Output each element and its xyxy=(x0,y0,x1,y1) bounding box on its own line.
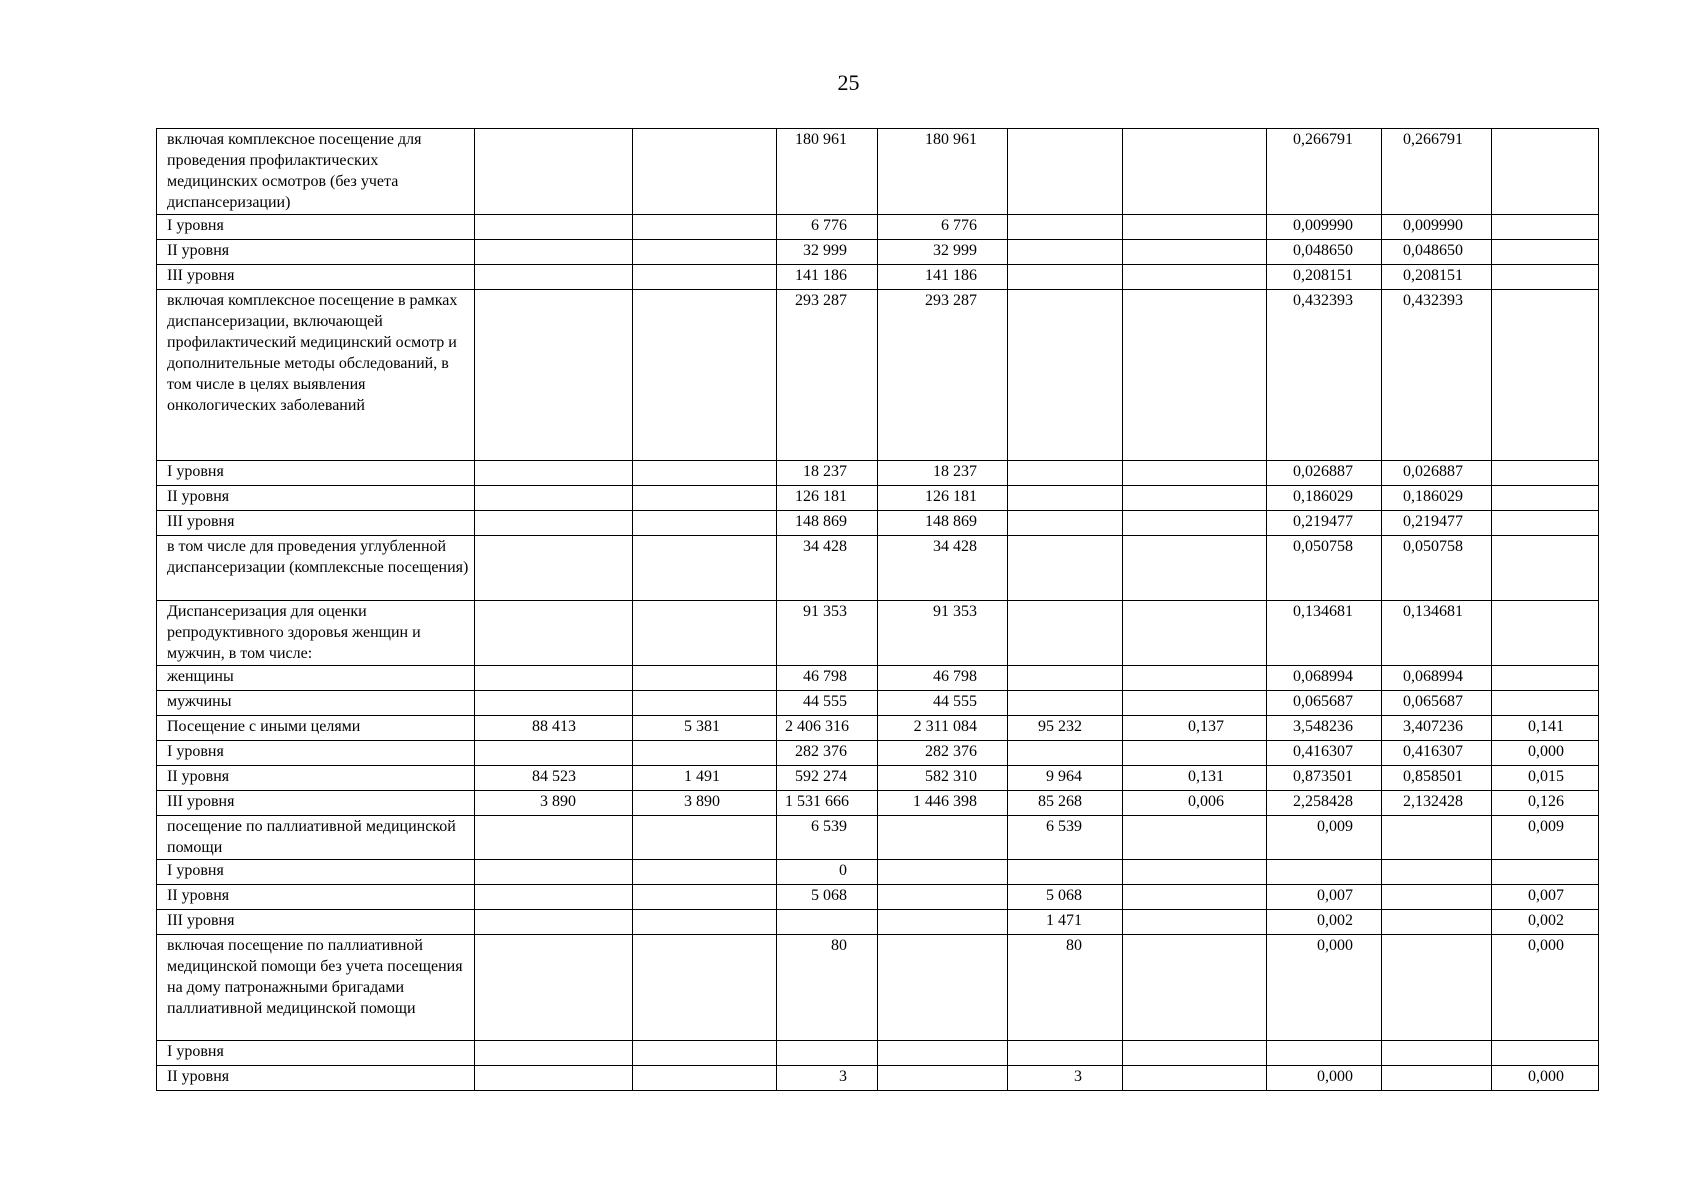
value-cell-c1 xyxy=(475,536,633,601)
value-cell-c8: 0,065687 xyxy=(1382,691,1492,716)
row-label-cell: Диспансеризация для оценки репродуктивного здоровья женщин и мужчин, в том числе: xyxy=(157,601,475,666)
value-cell-c2 xyxy=(633,511,777,536)
value-cell-c4: 34 428 xyxy=(878,536,1008,601)
value-cell-c8: 2,132428 xyxy=(1382,791,1492,816)
value-cell-c2 xyxy=(633,486,777,511)
value-cell-c4: 141 186 xyxy=(878,265,1008,290)
row-label-cell: включая посещение по паллиативной медицинской помощи без учета посещения на дому патронажными бригадами паллиативной медицинской помощи xyxy=(157,935,475,1041)
table-body xyxy=(157,129,1599,1091)
value-cell-c9: 0,015 xyxy=(1492,766,1599,791)
value-cell-c3: 180 961 xyxy=(777,129,878,215)
value-cell-c8: 0,068994 xyxy=(1382,666,1492,691)
value-cell-c5 xyxy=(1008,536,1123,601)
value-cell-c8 xyxy=(1382,910,1492,935)
value-cell-c3: 5 068 xyxy=(777,885,878,910)
page-number: 25 xyxy=(837,70,860,95)
value-cell-c1 xyxy=(475,885,633,910)
value-cell-c4 xyxy=(878,1066,1008,1091)
value-cell-c9: 0,000 xyxy=(1492,741,1599,766)
table-row xyxy=(157,691,1599,716)
table-row xyxy=(157,666,1599,691)
value-cell-c4: 126 181 xyxy=(878,486,1008,511)
value-cell-c4: 18 237 xyxy=(878,461,1008,486)
row-label-cell: II уровня xyxy=(157,1066,475,1091)
value-cell-c5 xyxy=(1008,265,1123,290)
value-cell-c2: 1 491 xyxy=(633,766,777,791)
value-cell-c7: 0,065687 xyxy=(1267,691,1382,716)
row-label-cell: II уровня xyxy=(157,885,475,910)
value-cell-c3: 6 539 xyxy=(777,816,878,860)
value-cell-c6 xyxy=(1123,1066,1267,1091)
row-label-cell: II уровня xyxy=(157,486,475,511)
value-cell-c8 xyxy=(1382,1041,1492,1066)
value-cell-c9 xyxy=(1492,215,1599,240)
value-cell-c5: 5 068 xyxy=(1008,885,1123,910)
value-cell-c6 xyxy=(1123,741,1267,766)
value-cell-c7: 0,068994 xyxy=(1267,666,1382,691)
row-label-cell: I уровня xyxy=(157,1041,475,1066)
value-cell-c9 xyxy=(1492,536,1599,601)
value-cell-c4 xyxy=(878,935,1008,1041)
value-cell-c6 xyxy=(1123,129,1267,215)
value-cell-c3: 126 181 xyxy=(777,486,878,511)
value-cell-c9: 0,000 xyxy=(1492,1066,1599,1091)
value-cell-c9 xyxy=(1492,461,1599,486)
value-cell-c4: 180 961 xyxy=(878,129,1008,215)
value-cell-c2: 3 890 xyxy=(633,791,777,816)
value-cell-c8: 0,026887 xyxy=(1382,461,1492,486)
value-cell-c7: 0,048650 xyxy=(1267,240,1382,265)
value-cell-c7: 0,009 xyxy=(1267,816,1382,860)
value-cell-c4: 148 869 xyxy=(878,511,1008,536)
value-cell-c1 xyxy=(475,129,633,215)
value-cell-c7 xyxy=(1267,860,1382,885)
value-cell-c8 xyxy=(1382,885,1492,910)
row-label-cell: I уровня xyxy=(157,860,475,885)
value-cell-c6 xyxy=(1123,290,1267,461)
value-cell-c5 xyxy=(1008,511,1123,536)
value-cell-c5 xyxy=(1008,129,1123,215)
value-cell-c6 xyxy=(1123,511,1267,536)
value-cell-c2 xyxy=(633,240,777,265)
value-cell-c4: 46 798 xyxy=(878,666,1008,691)
value-cell-c2 xyxy=(633,129,777,215)
value-cell-c6: 0,006 xyxy=(1123,791,1267,816)
value-cell-c6: 0,137 xyxy=(1123,716,1267,741)
value-cell-c3: 18 237 xyxy=(777,461,878,486)
value-cell-c8: 0,858501 xyxy=(1382,766,1492,791)
row-label-cell: в том числе для проведения углубленной диспансеризации (комплексные посещения) xyxy=(157,536,475,601)
value-cell-c1 xyxy=(475,1066,633,1091)
value-cell-c7: 0,002 xyxy=(1267,910,1382,935)
table-row xyxy=(157,716,1599,741)
value-cell-c8 xyxy=(1382,816,1492,860)
value-cell-c9 xyxy=(1492,1041,1599,1066)
value-cell-c4: 32 999 xyxy=(878,240,1008,265)
value-cell-c5: 85 268 xyxy=(1008,791,1123,816)
value-cell-c1 xyxy=(475,461,633,486)
table-row xyxy=(157,1041,1599,1066)
value-cell-c1 xyxy=(475,1041,633,1066)
value-cell-c7: 0,000 xyxy=(1267,935,1382,1041)
table-row xyxy=(157,741,1599,766)
table-row xyxy=(157,129,1599,215)
value-cell-c2 xyxy=(633,536,777,601)
table-row xyxy=(157,791,1599,816)
table-row xyxy=(157,461,1599,486)
value-cell-c2 xyxy=(633,691,777,716)
value-cell-c3: 293 287 xyxy=(777,290,878,461)
value-cell-c3: 0 xyxy=(777,860,878,885)
value-cell-c6 xyxy=(1123,910,1267,935)
value-cell-c8: 0,186029 xyxy=(1382,486,1492,511)
table-row xyxy=(157,240,1599,265)
value-cell-c1 xyxy=(475,935,633,1041)
value-cell-c6 xyxy=(1123,816,1267,860)
value-cell-c1 xyxy=(475,486,633,511)
value-cell-c5 xyxy=(1008,215,1123,240)
value-cell-c2 xyxy=(633,910,777,935)
value-cell-c3: 592 274 xyxy=(777,766,878,791)
table-row xyxy=(157,536,1599,601)
value-cell-c4 xyxy=(878,816,1008,860)
value-cell-c3: 6 776 xyxy=(777,215,878,240)
table-row xyxy=(157,486,1599,511)
value-cell-c8: 0,208151 xyxy=(1382,265,1492,290)
value-cell-c7: 0,050758 xyxy=(1267,536,1382,601)
value-cell-c7: 0,219477 xyxy=(1267,511,1382,536)
value-cell-c3: 32 999 xyxy=(777,240,878,265)
value-cell-c6 xyxy=(1123,461,1267,486)
value-cell-c6 xyxy=(1123,666,1267,691)
value-cell-c1 xyxy=(475,265,633,290)
value-cell-c4: 293 287 xyxy=(878,290,1008,461)
value-cell-c2 xyxy=(633,666,777,691)
value-cell-c8: 0,048650 xyxy=(1382,240,1492,265)
value-cell-c8: 0,266791 xyxy=(1382,129,1492,215)
value-cell-c9 xyxy=(1492,240,1599,265)
value-cell-c9 xyxy=(1492,265,1599,290)
value-cell-c1 xyxy=(475,910,633,935)
value-cell-c2 xyxy=(633,1041,777,1066)
value-cell-c5 xyxy=(1008,486,1123,511)
value-cell-c1 xyxy=(475,741,633,766)
value-cell-c3: 34 428 xyxy=(777,536,878,601)
value-cell-c7: 2,258428 xyxy=(1267,791,1382,816)
value-cell-c1 xyxy=(475,240,633,265)
row-label-cell: I уровня xyxy=(157,461,475,486)
value-cell-c7: 0,432393 xyxy=(1267,290,1382,461)
value-cell-c2 xyxy=(633,935,777,1041)
value-cell-c5: 1 471 xyxy=(1008,910,1123,935)
value-cell-c4: 6 776 xyxy=(878,215,1008,240)
value-cell-c8: 0,416307 xyxy=(1382,741,1492,766)
value-cell-c4 xyxy=(878,1041,1008,1066)
value-cell-c6 xyxy=(1123,536,1267,601)
row-label-cell: II уровня xyxy=(157,766,475,791)
value-cell-c9 xyxy=(1492,666,1599,691)
row-label-cell: включая комплексное посещение в рамках диспансеризации, включающей профилактический медицинский осмотр и дополнительные методы обследований, в том числе в целях выявления онкологических заболеваний xyxy=(157,290,475,461)
value-cell-c7 xyxy=(1267,1041,1382,1066)
row-label-cell: III уровня xyxy=(157,910,475,935)
value-cell-c8 xyxy=(1382,860,1492,885)
value-cell-c1 xyxy=(475,511,633,536)
value-cell-c7: 0,416307 xyxy=(1267,741,1382,766)
value-cell-c2 xyxy=(633,290,777,461)
row-label-cell: III уровня xyxy=(157,511,475,536)
value-cell-c3: 141 186 xyxy=(777,265,878,290)
value-cell-c4: 1 446 398 xyxy=(878,791,1008,816)
table-row xyxy=(157,265,1599,290)
value-cell-c3: 3 xyxy=(777,1066,878,1091)
table-row xyxy=(157,935,1599,1041)
value-cell-c9: 0,009 xyxy=(1492,816,1599,860)
value-cell-c1: 88 413 xyxy=(475,716,633,741)
value-cell-c9 xyxy=(1492,691,1599,716)
value-cell-c2 xyxy=(633,860,777,885)
value-cell-c6: 0,131 xyxy=(1123,766,1267,791)
value-cell-c4 xyxy=(878,860,1008,885)
value-cell-c9 xyxy=(1492,129,1599,215)
value-cell-c6 xyxy=(1123,240,1267,265)
value-cell-c5 xyxy=(1008,666,1123,691)
value-cell-c9 xyxy=(1492,511,1599,536)
row-label-cell: включая комплексное посещение для проведения профилактических медицинских осмотров (без учета диспансеризации) xyxy=(157,129,475,215)
value-cell-c1 xyxy=(475,666,633,691)
value-cell-c3: 44 555 xyxy=(777,691,878,716)
value-cell-c6 xyxy=(1123,486,1267,511)
value-cell-c1 xyxy=(475,691,633,716)
table-row xyxy=(157,1066,1599,1091)
value-cell-c4: 582 310 xyxy=(878,766,1008,791)
value-cell-c9: 0,141 xyxy=(1492,716,1599,741)
value-cell-c8: 0,134681 xyxy=(1382,601,1492,666)
value-cell-c7: 3,548236 xyxy=(1267,716,1382,741)
row-label-cell: посещение по паллиативной медицинской помощи xyxy=(157,816,475,860)
value-cell-c4: 44 555 xyxy=(878,691,1008,716)
table-row xyxy=(157,766,1599,791)
value-cell-c7: 0,873501 xyxy=(1267,766,1382,791)
value-cell-c5 xyxy=(1008,860,1123,885)
row-label-cell: III уровня xyxy=(157,265,475,290)
value-cell-c2 xyxy=(633,741,777,766)
table-row xyxy=(157,860,1599,885)
value-cell-c5: 3 xyxy=(1008,1066,1123,1091)
value-cell-c3: 148 869 xyxy=(777,511,878,536)
value-cell-c5: 95 232 xyxy=(1008,716,1123,741)
value-cell-c6 xyxy=(1123,691,1267,716)
table-row xyxy=(157,601,1599,666)
value-cell-c6 xyxy=(1123,215,1267,240)
row-label-cell: I уровня xyxy=(157,741,475,766)
value-cell-c4 xyxy=(878,885,1008,910)
row-label-cell: женщины xyxy=(157,666,475,691)
value-cell-c4: 91 353 xyxy=(878,601,1008,666)
value-cell-c9: 0,000 xyxy=(1492,935,1599,1041)
value-cell-c1 xyxy=(475,601,633,666)
value-cell-c1 xyxy=(475,215,633,240)
value-cell-c7: 0,186029 xyxy=(1267,486,1382,511)
value-cell-c6 xyxy=(1123,860,1267,885)
value-cell-c5: 6 539 xyxy=(1008,816,1123,860)
value-cell-c3: 46 798 xyxy=(777,666,878,691)
value-cell-c7: 0,208151 xyxy=(1267,265,1382,290)
value-cell-c8 xyxy=(1382,1066,1492,1091)
row-label-cell: мужчины xyxy=(157,691,475,716)
row-label-cell: I уровня xyxy=(157,215,475,240)
value-cell-c2 xyxy=(633,601,777,666)
value-cell-c4 xyxy=(878,910,1008,935)
value-cell-c5 xyxy=(1008,601,1123,666)
value-cell-c7: 0,266791 xyxy=(1267,129,1382,215)
row-label-cell: II уровня xyxy=(157,240,475,265)
value-cell-c5 xyxy=(1008,1041,1123,1066)
value-cell-c2 xyxy=(633,461,777,486)
value-cell-c5 xyxy=(1008,691,1123,716)
value-cell-c8 xyxy=(1382,935,1492,1041)
table-row xyxy=(157,511,1599,536)
value-cell-c9 xyxy=(1492,860,1599,885)
value-cell-c1: 84 523 xyxy=(475,766,633,791)
value-cell-c7: 0,134681 xyxy=(1267,601,1382,666)
row-label-cell: III уровня xyxy=(157,791,475,816)
value-cell-c2 xyxy=(633,265,777,290)
value-cell-c9 xyxy=(1492,290,1599,461)
value-cell-c6 xyxy=(1123,601,1267,666)
value-cell-c8: 0,219477 xyxy=(1382,511,1492,536)
statistics-table xyxy=(156,128,1599,1091)
value-cell-c9 xyxy=(1492,601,1599,666)
value-cell-c7: 0,000 xyxy=(1267,1066,1382,1091)
value-cell-c6 xyxy=(1123,265,1267,290)
value-cell-c6 xyxy=(1123,1041,1267,1066)
value-cell-c3: 282 376 xyxy=(777,741,878,766)
value-cell-c5: 80 xyxy=(1008,935,1123,1041)
value-cell-c7: 0,026887 xyxy=(1267,461,1382,486)
value-cell-c1 xyxy=(475,290,633,461)
value-cell-c8: 0,432393 xyxy=(1382,290,1492,461)
value-cell-c9: 0,007 xyxy=(1492,885,1599,910)
value-cell-c4: 282 376 xyxy=(878,741,1008,766)
value-cell-c2: 5 381 xyxy=(633,716,777,741)
value-cell-c5 xyxy=(1008,240,1123,265)
value-cell-c3: 2 406 316 xyxy=(777,716,878,741)
value-cell-c1 xyxy=(475,816,633,860)
value-cell-c1 xyxy=(475,860,633,885)
value-cell-c2 xyxy=(633,816,777,860)
value-cell-c5 xyxy=(1008,290,1123,461)
table-row xyxy=(157,215,1599,240)
table-row xyxy=(157,290,1599,461)
table-row xyxy=(157,885,1599,910)
table-row xyxy=(157,910,1599,935)
value-cell-c6 xyxy=(1123,935,1267,1041)
value-cell-c8: 3,407236 xyxy=(1382,716,1492,741)
value-cell-c4: 2 311 084 xyxy=(878,716,1008,741)
value-cell-c3: 1 531 666 xyxy=(777,791,878,816)
value-cell-c9: 0,002 xyxy=(1492,910,1599,935)
value-cell-c6 xyxy=(1123,885,1267,910)
value-cell-c5 xyxy=(1008,741,1123,766)
value-cell-c2 xyxy=(633,885,777,910)
table-row xyxy=(157,816,1599,860)
value-cell-c8: 0,050758 xyxy=(1382,536,1492,601)
value-cell-c7: 0,007 xyxy=(1267,885,1382,910)
row-label-cell: Посещение с иными целями xyxy=(157,716,475,741)
value-cell-c9: 0,126 xyxy=(1492,791,1599,816)
value-cell-c8: 0,009990 xyxy=(1382,215,1492,240)
value-cell-c9 xyxy=(1492,486,1599,511)
value-cell-c5: 9 964 xyxy=(1008,766,1123,791)
value-cell-c3 xyxy=(777,1041,878,1066)
value-cell-c2 xyxy=(633,1066,777,1091)
value-cell-c5 xyxy=(1008,461,1123,486)
value-cell-c3: 80 xyxy=(777,935,878,1041)
value-cell-c7: 0,009990 xyxy=(1267,215,1382,240)
value-cell-c2 xyxy=(633,215,777,240)
value-cell-c3: 91 353 xyxy=(777,601,878,666)
value-cell-c1: 3 890 xyxy=(475,791,633,816)
value-cell-c3 xyxy=(777,910,878,935)
